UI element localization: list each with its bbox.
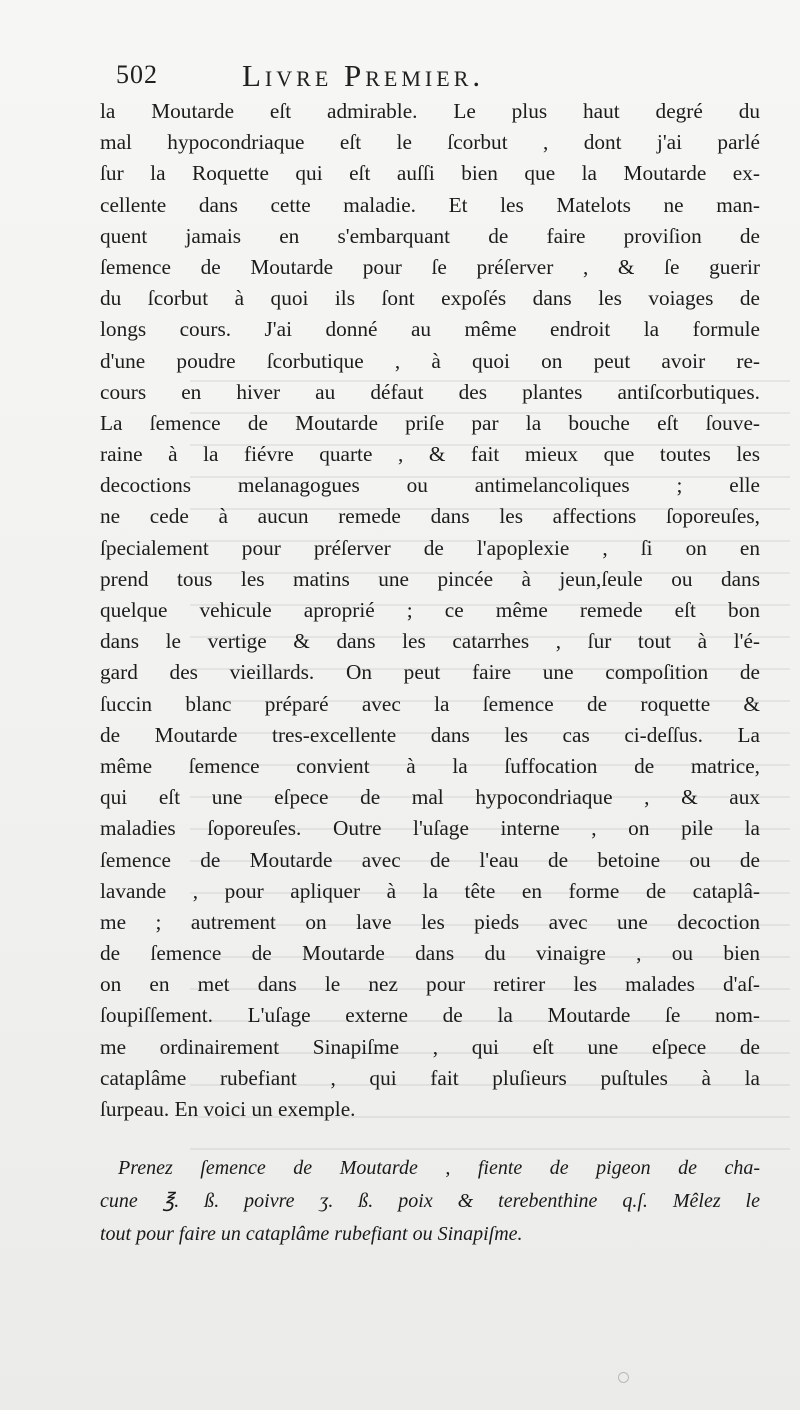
recipe-line: tout pour faire un cataplâme rubefiant ou Sinapiſme. — [100, 1223, 523, 1245]
body-line: ſur la Roquette qui eſt auſſi bien que la Moutarde ex- — [100, 161, 760, 186]
paper-speck — [618, 1372, 629, 1383]
body-line: me ; autrement on lave les pieds avec une decoction — [100, 909, 760, 934]
body-text — [100, 96, 760, 1125]
body-line: me ordinairement Sinapiſme , qui eſt une eſpece de — [100, 1034, 760, 1059]
body-line: La ſemence de Moutarde priſe par la bouche eſt ſouve- — [100, 410, 760, 435]
recipe-line: Prenez ſemence de Moutarde , fiente de pigeon de cha- — [118, 1157, 760, 1179]
body-line: dans le vertige & dans les catarrhes , ſur tout à l'é- — [100, 629, 760, 654]
body-line: lavande , pour apliquer à la tête en forme de cataplâ- — [100, 878, 760, 903]
body-line: cellente dans cette maladie. Et les Matelots ne man- — [100, 192, 760, 217]
body-line: de Moutarde tres-excellente dans les cas ci-deſſus. La — [100, 722, 760, 747]
page-number: 502 — [116, 60, 158, 89]
body-line: ne cede à aucun remede dans les affections ſoporeuſes, — [100, 504, 760, 529]
body-line: qui eſt une eſpece de mal hypocondriaque , & aux — [100, 785, 760, 810]
body-line: ſemence de Moutarde pour ſe préſerver , & ſe guerir — [100, 254, 760, 279]
recipe-formula — [100, 1152, 760, 1251]
body-line: prend tous les matins une pincée à jeun,ſeule ou dans — [100, 566, 760, 591]
running-head: Livre Premier. — [242, 58, 485, 93]
body-line: on en met dans le nez pour retirer les malades d'aſ- — [100, 972, 760, 997]
body-line: cataplâme rubefiant , qui fait pluſieurs puſtules à la — [100, 1065, 760, 1090]
body-line: ſoupiſſement. L'uſage externe de la Moutarde ſe nom- — [100, 1003, 760, 1028]
body-line: ſurpeau. En voici un exemple. — [100, 1097, 356, 1121]
body-line: ſemence de Moutarde avec de l'eau de betoine ou de — [100, 847, 760, 872]
body-line: decoctions melanagogues ou antimelancoliques ; elle — [100, 473, 760, 498]
body-line: ſuccin blanc préparé avec la ſemence de roquette & — [100, 691, 760, 716]
body-line: même ſemence convient à la ſuffocation de matrice, — [100, 753, 760, 778]
body-line: cours en hiver au défaut des plantes antiſcorbutiques. — [100, 379, 760, 404]
body-line: raine à la fiévre quarte , & fait mieux que toutes les — [100, 442, 760, 467]
recipe-line: cune ℥. ß. poivre ʒ. ß. poix & terebenthine q.ſ. Mêlez le — [100, 1190, 760, 1212]
body-line: quelque vehicule aproprié ; ce même remede eſt bon — [100, 598, 760, 622]
body-line: quent jamais en s'embarquant de faire proviſion de — [100, 223, 760, 248]
body-line: mal hypocondriaque eſt le ſcorbut , dont j'ai parlé — [100, 130, 760, 155]
body-line: de ſemence de Moutarde dans du vinaigre , ou bien — [100, 941, 760, 966]
body-line: ſpecialement pour préſerver de l'apoplexie , ſi on en — [100, 535, 760, 560]
body-line: maladies ſoporeuſes. Outre l'uſage interne , on pile la — [100, 816, 760, 841]
page-header — [100, 58, 780, 98]
body-line: la Moutarde eſt admirable. Le plus haut degré du — [100, 99, 760, 123]
body-line: gard des vieillards. On peut faire une compoſition de — [100, 660, 760, 685]
body-line: du ſcorbut à quoi ils ſont expoſés dans les voiages de — [100, 286, 760, 311]
body-line: longs cours. J'ai donné au même endroit la formule — [100, 317, 760, 342]
body-line: d'une poudre ſcorbutique , à quoi on peut avoir re- — [100, 348, 760, 373]
